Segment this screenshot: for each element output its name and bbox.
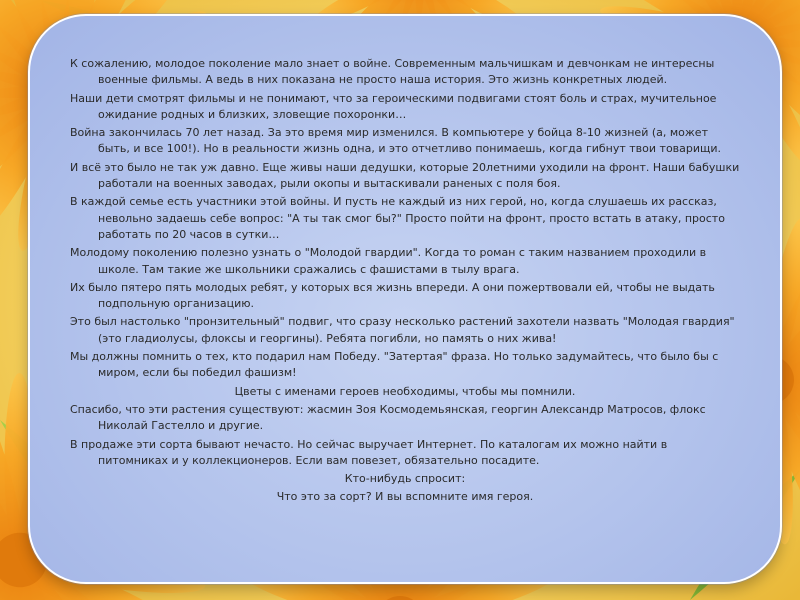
paragraph-14-centered: Что это за сорт? И вы вспомните имя героя. (276, 490, 534, 504)
paragraph-4: И всё это было не так уж давно. Еще живы наши дедушки, которые 20летними уходили на фронт. Наши бабушки работали на военных заводах, рыли окопы и вытаскивали раненых с поля боя. (70, 160, 740, 191)
paragraph-5: В каждой семье есть участники этой войны. И пусть не каждый из них герой, но, когда слушаешь их рассказ, невольно задаешь себе вопрос: "А ты так смог бы?" Просто пойти на фронт, просто встать в атаку, просто работать по 20 часов в сутки… (70, 195, 725, 241)
paragraph-10-centered: Цветы с именами героев необходимы, чтобы мы помнили. (234, 384, 576, 398)
paragraph-13-centered: Кто-нибудь спросит: (344, 472, 466, 486)
paragraph-9: Мы должны помнить о тех, кто подарил нам Победу. "Затертая" фраза. Но только задумайтесь, что было бы с миром, если бы победил фашизм! (70, 350, 719, 380)
paragraph-11: Спасибо, что эти растения существуют: жасмин Зоя Космодемьянская, георгин Александр Матросов, флокс Николай Гастелло и другие. (70, 402, 706, 433)
paragraph-8: Это был настолько "пронзительный" подвиг, что сразу несколько растений захотели назвать "Молодая гвардия" (это гладиолусы, флоксы и георгины). Ребята погибли, но память о них жива! (70, 315, 735, 345)
article-text (70, 56, 740, 506)
paragraph-7: Их было пятеро пять молодых ребят, у которых вся жизнь впереди. А они пожертвовали ей, чтобы не выдать подпольную организацию. (70, 280, 715, 311)
paragraph-12: В продаже эти сорта бывают нечасто. Но сейчас выручает Интернет. По каталогам их можно найти в питомниках и у коллекционеров. Если вам повезет, обязательно посадите. (70, 437, 668, 467)
paragraph-3: Война закончилась 70 лет назад. За это время мир изменился. В компьютере у бойца 8-10 жизней (а, может быть, и все 100!). Но в реальности жизнь одна, и это отчетливо понимаешь, когда гибнут твои товарищи. (70, 126, 722, 156)
paragraph-2: Наши дети смотрят фильмы и не понимают, что за героическими подвигами стоят боль и страх, мучительное ожидание родных и близких, зловещие похоронки… (70, 91, 717, 121)
paragraph-6: Молодому поколению полезно узнать о "Молодой гвардии". Когда то роман с таким названием проходили в школе. Там такие же школьники сражались с фашистами в тылу врага. (70, 246, 707, 276)
text-panel (28, 14, 782, 584)
paragraph-1: К сожалению, молодое поколение мало знает о войне. Современным мальчишкам и девчонкам не интересны военные фильмы. А ведь в них показана не просто наша история. Это жизнь конкретных людей. (70, 57, 715, 87)
